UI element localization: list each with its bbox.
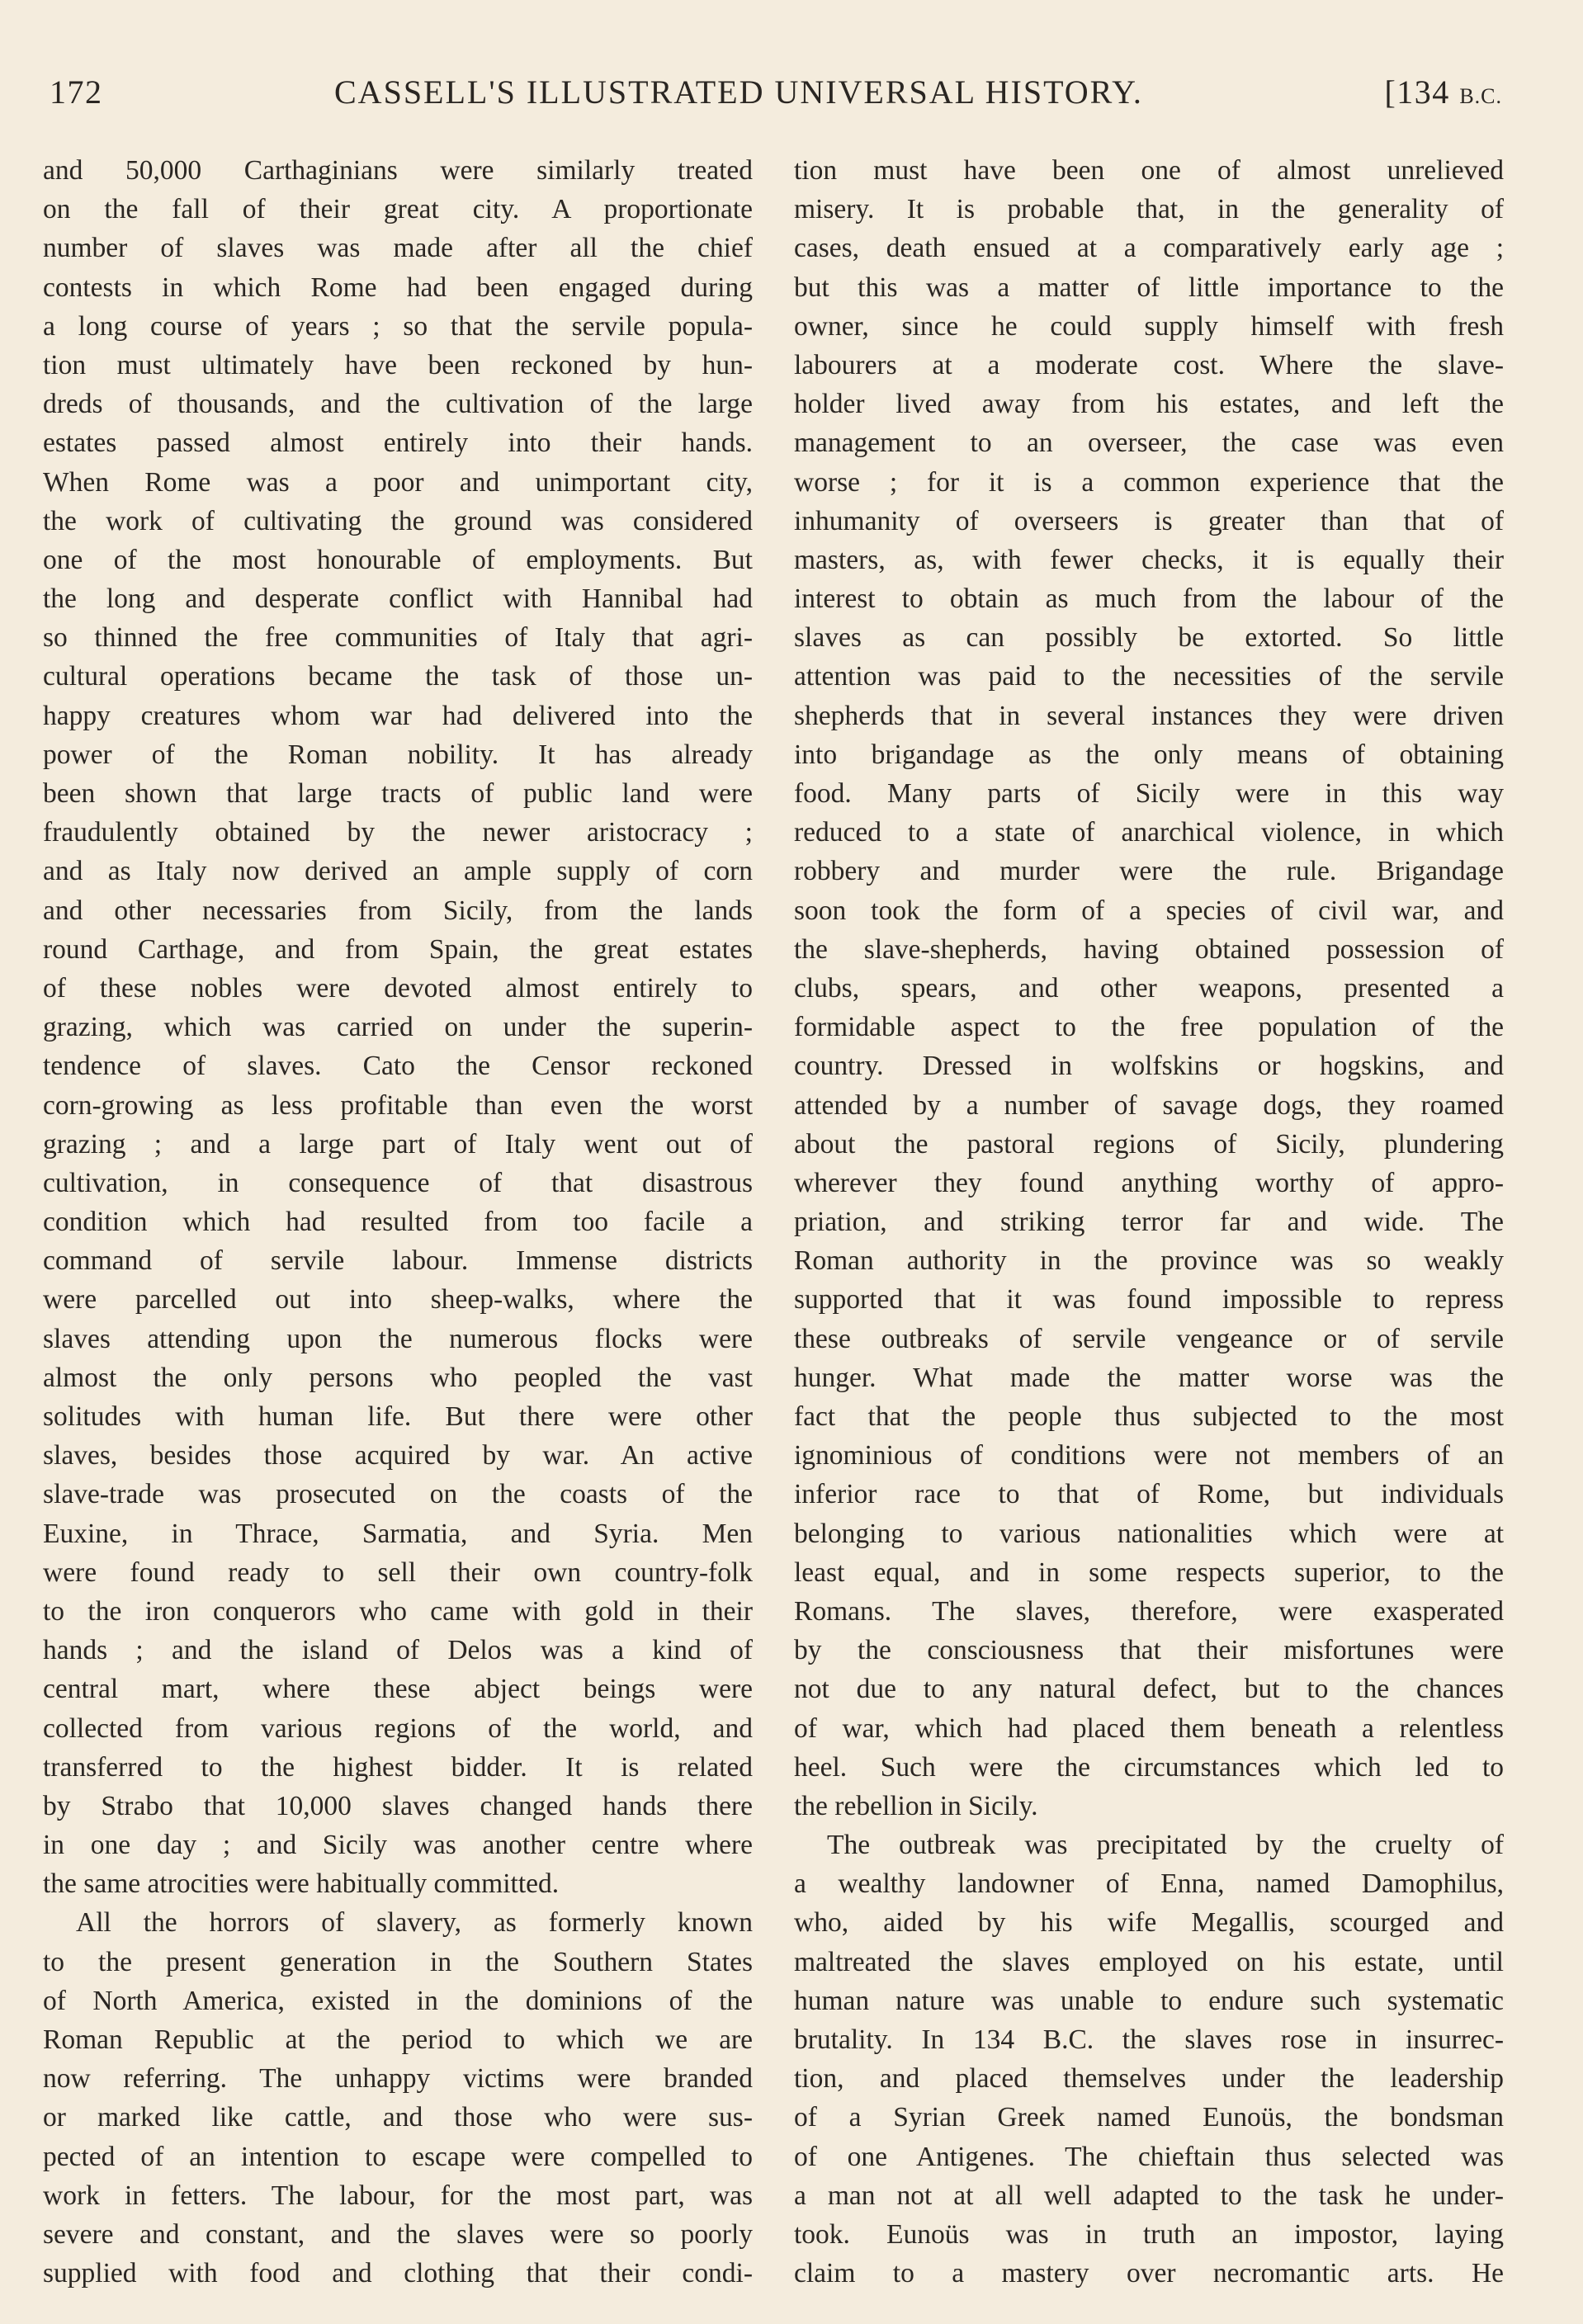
text-line: condition which had resulted from too facile a (43, 1207, 753, 1238)
text-line: to the present generation in the Southern States (43, 1946, 753, 1977)
text-line: to the iron conquerors who came with gold in their (43, 1595, 753, 1627)
text-line: owner, since he could supply himself with fresh (794, 310, 1504, 342)
text-line: tion must have been one of almost unrelieved (794, 155, 1504, 186)
text-line: power of the Roman nobility. It has already (43, 739, 753, 770)
text-line: on the fall of their great city. A proportionate (43, 194, 753, 225)
text-line: by the consciousness that their misfortunes were (794, 1635, 1504, 1666)
text-line: cultivation, in consequence of that disastrous (43, 1167, 753, 1198)
text-line: or marked like cattle, and those who were sus- (43, 2102, 753, 2133)
text-line: holder lived away from his estates, and left the (794, 389, 1504, 420)
text-line: slaves attending upon the numerous flocks were (43, 1323, 753, 1354)
text-line: ignominious of conditions were not members of an (794, 1440, 1504, 1471)
text-line: attention was paid to the necessities of the servile (794, 661, 1504, 692)
text-line: All the horrors of slavery, as formerly known (76, 1907, 753, 1939)
text-line: work in fetters. The labour, for the most part, was (43, 2180, 753, 2211)
text-line: cultural operations became the task of those un- (43, 661, 753, 692)
text-line: priation, and striking terror far and wide. The (794, 1207, 1504, 1238)
text-line: and as Italy now derived an ample supply of corn (43, 856, 753, 887)
text-line: of North America, existed in the dominions of the (43, 1985, 753, 2016)
text-line: cases, death ensued at a comparatively early age ; (794, 233, 1504, 264)
running-date-era: B.C. (1459, 84, 1502, 108)
text-line: reduced to a state of anarchical violence, in which (794, 817, 1504, 848)
text-line: into brigandage as the only means of obtaining (794, 739, 1504, 770)
page-number: 172 (50, 73, 103, 111)
text-line: Romans. The slaves, therefore, were exasperated (794, 1595, 1504, 1627)
text-line: of these nobles were devoted almost entirely to (43, 972, 753, 1004)
text-line: grazing ; and a large part of Italy went out of (43, 1128, 753, 1160)
text-line: masters, as, with fewer checks, it is equally their (794, 544, 1504, 575)
text-line: not due to any natural defect, but to the chances (794, 1674, 1504, 1705)
text-line: corn-growing as less profitable than even the worst (43, 1089, 753, 1121)
text-line: wherever they found anything worthy of appro- (794, 1167, 1504, 1198)
text-line: were found ready to sell their own country-folk (43, 1556, 753, 1588)
text-line: grazing, which was carried on under the superin- (43, 1012, 753, 1043)
text-line: soon took the form of a species of civil war, and (794, 895, 1504, 926)
text-line: the work of cultivating the ground was considered (43, 505, 753, 536)
text-line: Euxine, in Thrace, Sarmatia, and Syria. Men (43, 1518, 753, 1549)
text-line: and 50,000 Carthaginians were similarly treated (43, 155, 753, 186)
right-text-column (794, 151, 1504, 2293)
text-line: estates passed almost entirely into their hands. (43, 427, 753, 459)
text-line: severe and constant, and the slaves were so poorly (43, 2218, 753, 2250)
text-line: so thinned the free communities of Italy that agri- (43, 622, 753, 654)
text-line: attended by a number of savage dogs, they roamed (794, 1089, 1504, 1121)
text-line: dreds of thousands, and the cultivation of the large (43, 389, 753, 420)
text-line: collected from various regions of the world, and (43, 1712, 753, 1744)
text-line: by Strabo that 10,000 slaves changed hands there (43, 1790, 753, 1821)
running-head (50, 73, 1502, 122)
text-line: number of slaves was made after all the chief (43, 233, 753, 264)
text-line: tion must ultimately have been reckoned by hun- (43, 349, 753, 380)
text-line: slave-trade was prosecuted on the coasts of the (43, 1479, 753, 1510)
text-line: contests in which Rome had been engaged during (43, 272, 753, 303)
text-line: the slave-shepherds, having obtained possession of (794, 933, 1504, 965)
text-line: solitudes with human life. But there were other (43, 1401, 753, 1432)
text-line: a man not at all well adapted to the task he under- (794, 2180, 1504, 2211)
text-line: supplied with food and clothing that their condi- (43, 2258, 753, 2289)
text-line: round Carthage, and from Spain, the great estates (43, 933, 753, 965)
text-line: tendence of slaves. Cato the Censor reckoned (43, 1051, 753, 1082)
text-line: but this was a matter of little importance to the (794, 272, 1504, 303)
text-line: happy creatures whom war had delivered into the (43, 700, 753, 731)
text-line: Roman authority in the province was so weakly (794, 1245, 1504, 1277)
text-line: of a Syrian Greek named Eunoüs, the bondsman (794, 2102, 1504, 2133)
text-line: country. Dressed in wolfskins or hogskins, and (794, 1051, 1504, 1082)
text-line: the rebellion in Sicily. (794, 1790, 1038, 1821)
text-line: maltreated the slaves employed on his estate, until (794, 1946, 1504, 1977)
text-line: The outbreak was precipitated by the cruelty of (827, 1830, 1504, 1861)
text-line: about the pastoral regions of Sicily, plundering (794, 1128, 1504, 1160)
text-line: interest to obtain as much from the labour of the (794, 583, 1504, 615)
text-line: misery. It is probable that, in the generality of (794, 194, 1504, 225)
left-text-column (43, 151, 753, 2293)
text-line: clubs, spears, and other weapons, presented a (794, 972, 1504, 1004)
text-line: labourers at a moderate cost. Where the slave- (794, 349, 1504, 380)
running-title: CASSELL'S ILLUSTRATED UNIVERSAL HISTORY. (334, 73, 1143, 111)
text-line: who, aided by his wife Megallis, scourged and (794, 1907, 1504, 1939)
text-line: been shown that large tracts of public land were (43, 778, 753, 809)
text-line: Roman Republic at the period to which we are (43, 2024, 753, 2055)
text-line: the long and desperate conflict with Hannibal had (43, 583, 753, 615)
text-line: When Rome was a poor and unimportant city, (43, 466, 753, 498)
text-line: food. Many parts of Sicily were in this way (794, 778, 1504, 809)
text-line: hunger. What made the matter worse was the (794, 1362, 1504, 1393)
text-line: human nature was unable to endure such systematic (794, 1985, 1504, 2016)
text-line: central mart, where these abject beings were (43, 1674, 753, 1705)
text-line: in one day ; and Sicily was another centre where (43, 1830, 753, 1861)
text-line: a long course of years ; so that the servile popula- (43, 310, 753, 342)
running-date-year: [134 (1384, 73, 1450, 111)
text-line: took. Eunoüs was in truth an impostor, laying (794, 2218, 1504, 2250)
text-line: worse ; for it is a common experience that the (794, 466, 1504, 498)
text-line: and other necessaries from Sicily, from the lands (43, 895, 753, 926)
text-line: one of the most honourable of employments. But (43, 544, 753, 575)
text-line: claim to a mastery over necromantic arts. He (794, 2258, 1504, 2289)
text-line: slaves, besides those acquired by war. An active (43, 1440, 753, 1471)
text-line: these outbreaks of servile vengeance or of servile (794, 1323, 1504, 1354)
text-line: shepherds that in several instances they were driven (794, 700, 1504, 731)
text-line: tion, and placed themselves under the leadership (794, 2063, 1504, 2095)
text-line: heel. Such were the circumstances which led to (794, 1751, 1504, 1783)
running-date (1384, 73, 1502, 111)
text-line: slaves as can possibly be extorted. So little (794, 622, 1504, 654)
text-line: belonging to various nationalities which were at (794, 1518, 1504, 1549)
text-line: inhumanity of overseers is greater than that of (794, 505, 1504, 536)
text-line: transferred to the highest bidder. It is related (43, 1751, 753, 1783)
text-line: a wealthy landowner of Enna, named Damophilus, (794, 1868, 1504, 1900)
text-line: robbery and murder were the rule. Brigandage (794, 856, 1504, 887)
text-line: were parcelled out into sheep-walks, where the (43, 1284, 753, 1316)
text-line: formidable aspect to the free population of the (794, 1012, 1504, 1043)
text-line: almost the only persons who peopled the vast (43, 1362, 753, 1393)
text-line: of war, which had placed them beneath a relentless (794, 1712, 1504, 1744)
text-line: hands ; and the island of Delos was a kind of (43, 1635, 753, 1666)
text-line: command of servile labour. Immense districts (43, 1245, 753, 1277)
text-line: management to an overseer, the case was even (794, 427, 1504, 459)
text-line: of one Antigenes. The chieftain thus selected was (794, 2141, 1504, 2172)
text-line: least equal, and in some respects superior, to the (794, 1556, 1504, 1588)
text-line: the same atrocities were habitually committed. (43, 1868, 560, 1900)
text-line: brutality. In 134 B.C. the slaves rose in insurrec- (794, 2024, 1504, 2055)
text-line: pected of an intention to escape were compelled to (43, 2141, 753, 2172)
text-line: inferior race to that of Rome, but individuals (794, 1479, 1504, 1510)
text-line: fraudulently obtained by the newer aristocracy ; (43, 817, 753, 848)
text-line: now referring. The unhappy victims were branded (43, 2063, 753, 2095)
text-line: supported that it was found impossible to repress (794, 1284, 1504, 1316)
text-line: fact that the people thus subjected to the most (794, 1401, 1504, 1432)
